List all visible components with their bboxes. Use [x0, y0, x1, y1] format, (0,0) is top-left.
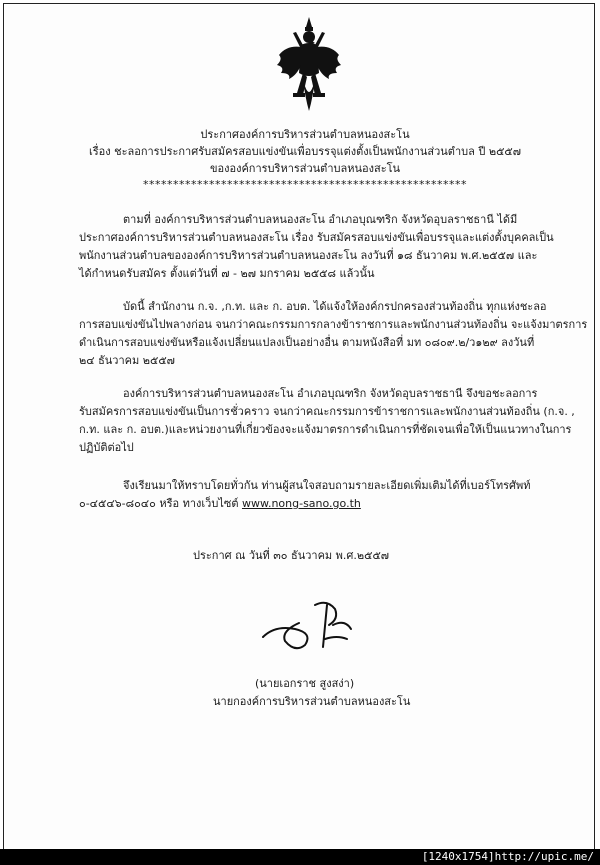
announcement-issuer: ขององค์การบริหารส่วนตำบลหนองสะโน [209, 162, 401, 175]
paragraph2-line4: ๒๔ ธันวาคม ๒๕๕๗ [79, 354, 175, 367]
signer-position: นายกองค์การบริหารส่วนตำบลหนองสะโน [213, 695, 411, 708]
watermark-bar: [1240x1754]http://upic.me/ [0, 849, 600, 865]
document-page [5, 5, 593, 848]
announcement-title: ประกาศองค์การบริหารส่วนตำบลหนองสะโน [200, 128, 410, 141]
paragraph1-line4: ได้กำหนดรับสมัคร ตั้งแต่วันที่ ๗ - ๒๗ มกราคม ๒๕๕๘ แล้วนั้น [79, 267, 375, 280]
website-link[interactable]: www.nong-sano.go.th [241, 497, 361, 510]
paragraph1-line3: พนักงานส่วนตำบลขององค์การบริหารส่วนตำบลหนองสะโน ลงวันที่ ๑๘ ธันวาคม พ.ศ.๒๕๕๗ และ [79, 249, 538, 262]
paragraph3-line3: ก.ท. และ ก. อบต.)และหน่วยงานที่เกี่ยวข้องจะแจ้งมาตรการดำเนินการที่ชัดเจนเพื่อให้เป็นแนวทางในการ [79, 423, 572, 436]
paragraph3-line4: ปฏิบัติต่อไป [79, 441, 134, 454]
announcement-date: ประกาศ ณ วันที่ ๓๐ ธันวาคม พ.ศ.๒๕๕๗ [193, 549, 390, 562]
announcement-subject: เรื่อง ชะลอการประกาศรับสมัครสอบแข่งขันเพื่อบรรจุแต่งตั้งเป็นพนักงานส่วนตำบล ปี ๒๕๕๗ [88, 145, 521, 158]
paragraph3-line2: รับสมัครการสอบแข่งขันเป็นการชั่วคราว จนกว่าคณะกรรมการข้าราชการและพนักงานส่วนท้องถิ่น (ก.จ. , [79, 405, 575, 418]
separator: ****************************************************** [143, 178, 467, 191]
contact-phone-text: ๐-๔๕๔๖-๘๐๔๐ หรือ ทางเว็บไซต์ [79, 497, 242, 510]
paragraph2-line3: ดำเนินการสอบแข่งขันหรือแจ้งเปลี่ยนแปลงเป็นอย่างอื่น ตามหนังสือที่ มท ๐๘๐๙.๒/ว๑๒๙ ลงวันที่ [79, 336, 535, 349]
signer-name: (นายเอกราช สูงสง่า) [255, 677, 355, 690]
garuda-emblem-icon [273, 15, 345, 115]
paragraph1-line1: ตามที่ องค์การบริหารส่วนตำบลหนองสะโน อำเภอบุณฑริก จังหวัดอุบลราชธานี ได้มี [123, 213, 518, 226]
paragraph4-line2 [79, 497, 361, 511]
signature-mark [255, 595, 365, 655]
paragraph4-line1: จึงเรียนมาให้ทราบโดยทั่วกัน ท่านผู้สนใจสอบถามรายละเอียดเพิ่มเติมได้ที่เบอร์โทรศัพท์ [123, 479, 531, 492]
paragraph1-line2: ประกาศองค์การบริหารส่วนตำบลหนองสะโน เรื่อง รับสมัครสอบแข่งขันเพื่อบรรจุและแต่งตั้งบุคคลเป็น [79, 231, 554, 244]
document-frame [3, 3, 595, 850]
paragraph3-line1: องค์การบริหารส่วนตำบลหนองสะโน อำเภอบุณฑริก จังหวัดอุบลราชธานี จึงขอชะลอการ [123, 387, 538, 400]
paragraph2-line1: บัดนี้ สำนักงาน ก.จ. ,ก.ท. และ ก. อบต. ได้แจ้งให้องค์กรปกครองส่วนท้องถิ่น ทุกแห่งชะลอ [123, 300, 547, 313]
paragraph2-line2: การสอบแข่งขันไปพลางก่อน จนกว่าคณะกรรมการกลางข้าราชการและพนักงานส่วนท้องถิ่น จะแจ้งมาตรการ [79, 318, 588, 331]
